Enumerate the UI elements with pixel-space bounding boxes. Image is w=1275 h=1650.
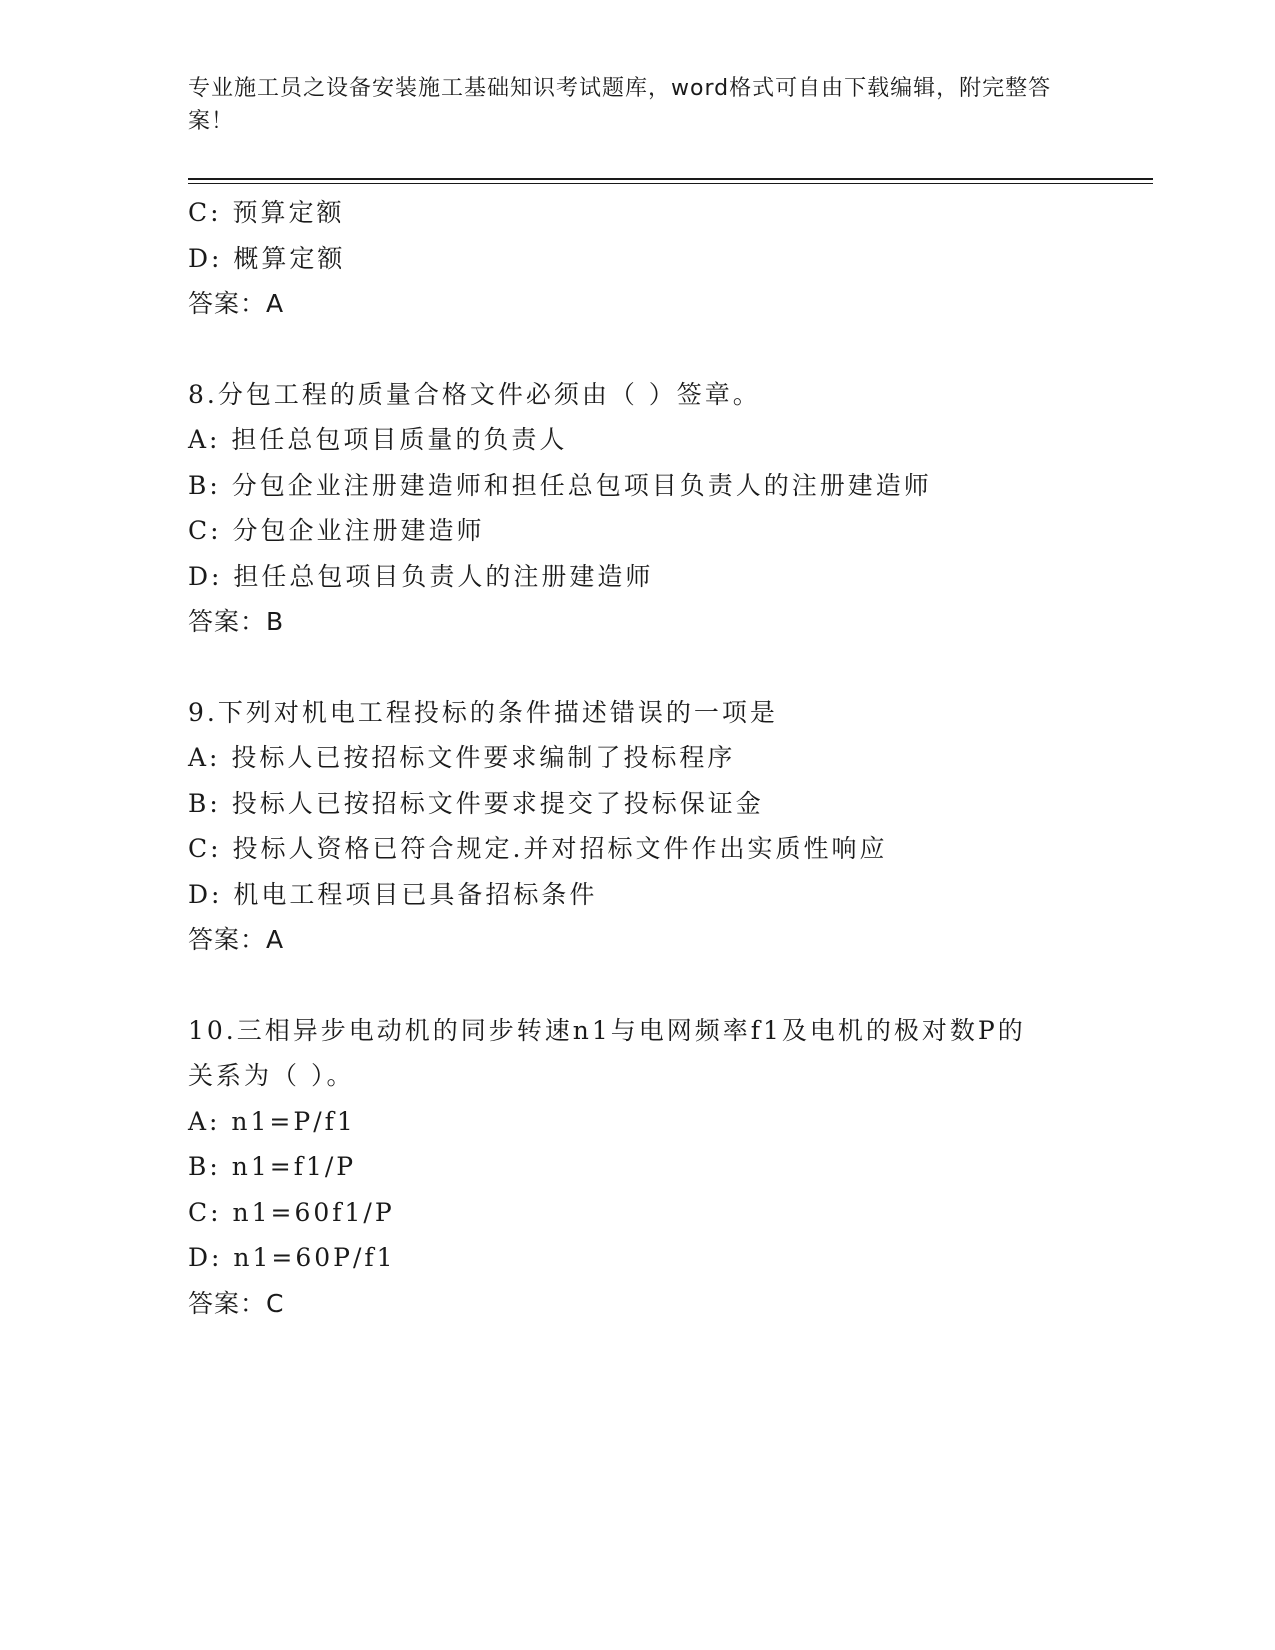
question-stem-line-1: 10.三相异步电动机的同步转速n1与电网频率f1及电机的极对数P的 <box>188 1015 1026 1045</box>
option-b: B: 分包企业注册建造师和担任总包项目负责人的注册建造师 <box>188 470 932 500</box>
question-8 <box>188 372 1088 645</box>
question-10 <box>188 1008 1088 1327</box>
header-text: 专业施工员之设备安装施工基础知识考试题库，word格式可自由下载编辑，附完整答案！ <box>188 76 1052 134</box>
option-b: B: 投标人已按招标文件要求提交了投标保证金 <box>188 788 764 818</box>
option-c: C: n1=60f1/P <box>188 1197 395 1227</box>
question-7-tail <box>188 190 1088 327</box>
header-divider-thick <box>188 178 1153 180</box>
option-a: A: 担任总包项目质量的负责人 <box>188 425 568 454</box>
question-stem: 9.下列对机电工程投标的条件描述错误的一项是 <box>188 697 778 727</box>
answer: 答案：B <box>188 607 285 636</box>
option-c: C: 投标人资格已符合规定.并对招标文件作出实质性响应 <box>188 834 888 863</box>
option-a: A: n1=P/f1 <box>188 1106 356 1136</box>
option-c: C: 预算定额 <box>188 198 345 227</box>
option-d: D: 机电工程项目已具备招标条件 <box>188 879 598 909</box>
document-header <box>188 72 1068 138</box>
question-stem: 8.分包工程的质量合格文件必须由（ ）签章。 <box>188 379 761 409</box>
answer: 答案：C <box>188 1288 285 1318</box>
option-c: C: 分包企业注册建造师 <box>188 516 485 545</box>
answer: 答案：A <box>188 289 285 318</box>
question-stem-line-2: 关系为（ ）。 <box>188 1061 355 1090</box>
header-divider-thin <box>188 183 1153 184</box>
option-d: D: 概算定额 <box>188 243 346 273</box>
document-body <box>188 190 1088 1326</box>
option-b: B: n1=f1/P <box>188 1152 357 1181</box>
option-d: D: n1=60P/f1 <box>188 1243 396 1272</box>
question-9 <box>188 690 1088 963</box>
answer: 答案：A <box>188 925 285 954</box>
option-a: A: 投标人已按招标文件要求编制了投标程序 <box>188 743 736 772</box>
option-d: D: 担任总包项目负责人的注册建造师 <box>188 561 654 591</box>
